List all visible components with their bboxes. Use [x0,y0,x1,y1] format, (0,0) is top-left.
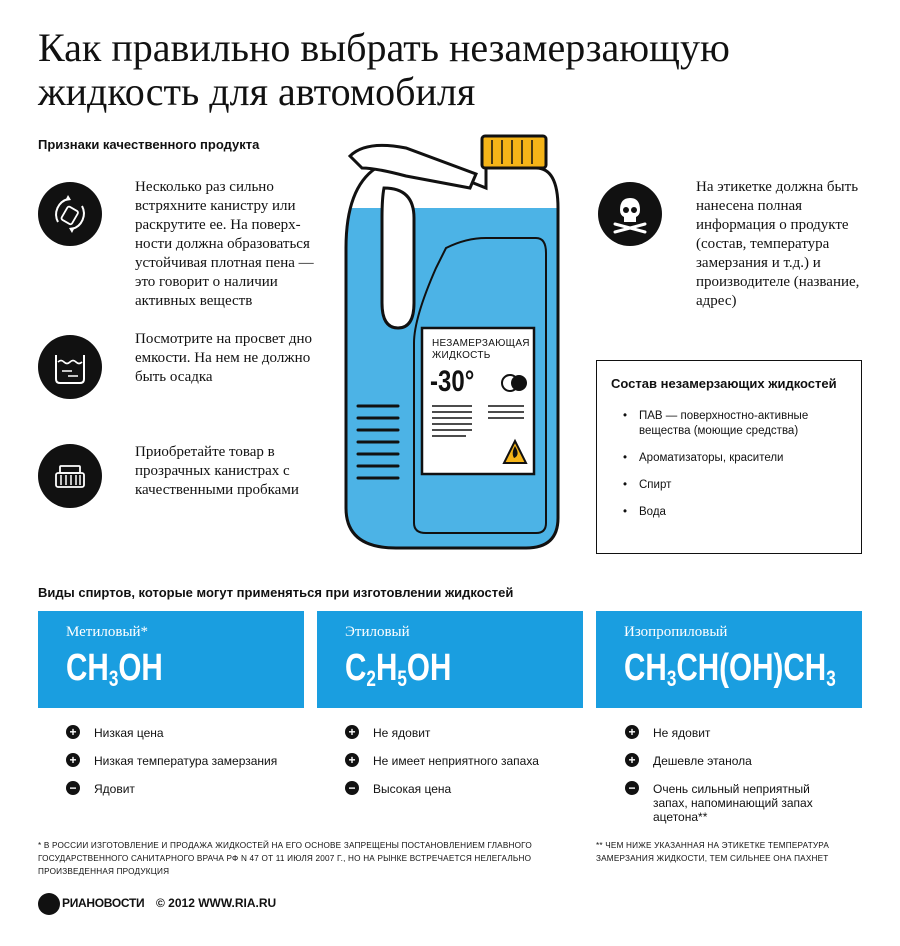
canister-illustration [336,128,572,564]
section-heading-quality: Признаки качественного продукта [38,137,260,152]
prop-text: Низкая цена [94,726,164,740]
ethanol-card [317,611,583,708]
plus-icon: + [345,725,359,739]
minus-icon: − [66,781,80,795]
prop-text: Не имеет неприятного запаха [373,754,539,768]
ria-logo-icon [38,893,60,915]
methanol-card [38,611,304,708]
prop-text: Низкая температура замерзания [94,754,278,768]
tip-shake-text: Несколько раз сильно встряхните канистру или раскрутите ее. На поверх-ности должна образоваться устойчивая плотная пена — это говорит о наличии активных веществ [135,179,314,309]
ria-logo-text: РИАНОВОСТИ [62,896,145,910]
copyright-credit: © 2012 WWW.RIA.RU [156,896,277,910]
section-heading-alcohols: Виды спиртов, которые могут применяться при изготовлении жидкостей [38,585,514,600]
footnote-methanol: * В РОССИИ ИЗГОТОВЛЕНИЕ И ПРОДАЖА ЖИДКОСТЕЙ НА ЕГО ОСНОВЕ ЗАПРЕЩЕНЫ ПОСТАНОВЛЕНИЕМ ГЛАВНОГО ГОСУДАРСТВЕННОГО САНИТАРНОГО ВРАЧА РФ N 47 ОТ 11 ИЮЛЯ 2007 Г., НО НА РЫНКЕ ВСТРЕЧАЕТСЯ НЕЛЕГАЛЬНО ПРОИЗВЕДЕННАЯ ПРОДУКЦИЯ [38,841,532,876]
bottle-cap-icon [38,444,102,508]
plus-icon: + [66,725,80,739]
label-title: НЕЗАМЕРЗАЮЩАЯ ЖИДКОСТЬ [432,338,530,361]
composition-item: • Ароматизаторы, красители [623,451,853,466]
composition-box [596,360,862,554]
prop-text: Не ядовит [373,726,431,740]
composition-item: • Вода [623,505,853,520]
plus-icon: + [66,753,80,767]
isopropanol-props [625,726,825,838]
minus-icon: − [345,781,359,795]
ethanol-name: Этиловый [345,624,410,640]
footnote-smell: ** ЧЕМ НИЖЕ УКАЗАННАЯ НА ЭТИКЕТКЕ ТЕМПЕРАТУРА ЗАМЕРЗАНИЯ ЖИДКОСТИ, ТЕМ СИЛЬНЕЕ ОНА ПАХНЕТ [596,841,830,863]
isopropanol-formula: $CH_3CH(OH)CH_3$ [624,647,836,691]
methanol-name: Метиловый* [66,624,149,640]
plus-icon: + [625,753,639,767]
ethanol-props [345,726,585,810]
isopropanol-card [596,611,862,708]
prop-text: Не ядовит [653,726,711,740]
sediment-container-icon [38,335,102,399]
composition-item: • Спирт [623,478,853,493]
isopropanol-name: Изопропиловый [624,624,728,640]
prop-text: Дешевле этанола [653,754,752,768]
methanol-props [66,726,306,810]
tip-label-text: На этикетке должна быть нанесена полная информация о продукте (состав, температура замерзания и т.д.) и производителе (название, адрес) [696,179,860,309]
skull-crossbones-icon [598,182,662,246]
shake-canister-icon [38,182,102,246]
composition-item: • ПАВ — поверхностно-активные вещества (моющие средства) [623,409,853,439]
prop-text: Ядовит [94,782,135,796]
minus-icon: − [625,781,639,795]
plus-icon: + [625,725,639,739]
prop-text: Очень сильный неприятный запах, напоминающий запах ацетона** [653,782,813,824]
methanol-formula: $CH_3OH$ [66,647,163,691]
page-title: Как правильно выбрать незамерзающую жидкость для автомобиля [38,25,730,114]
composition-title: Состав незамерзающих жидкостей [611,376,837,391]
tip-sediment-text: Посмотрите на просвет дно емкости. На нем не должно быть осадка [135,331,312,385]
prop-text: Высокая цена [373,782,452,796]
tip-cap-text: Приобретайте товар в прозрачных канистрах с качественными пробками [135,444,299,498]
plus-icon: + [345,753,359,767]
label-temperature: -30° [430,365,475,398]
ethanol-formula: $C_2H_5OH$ [345,647,452,691]
